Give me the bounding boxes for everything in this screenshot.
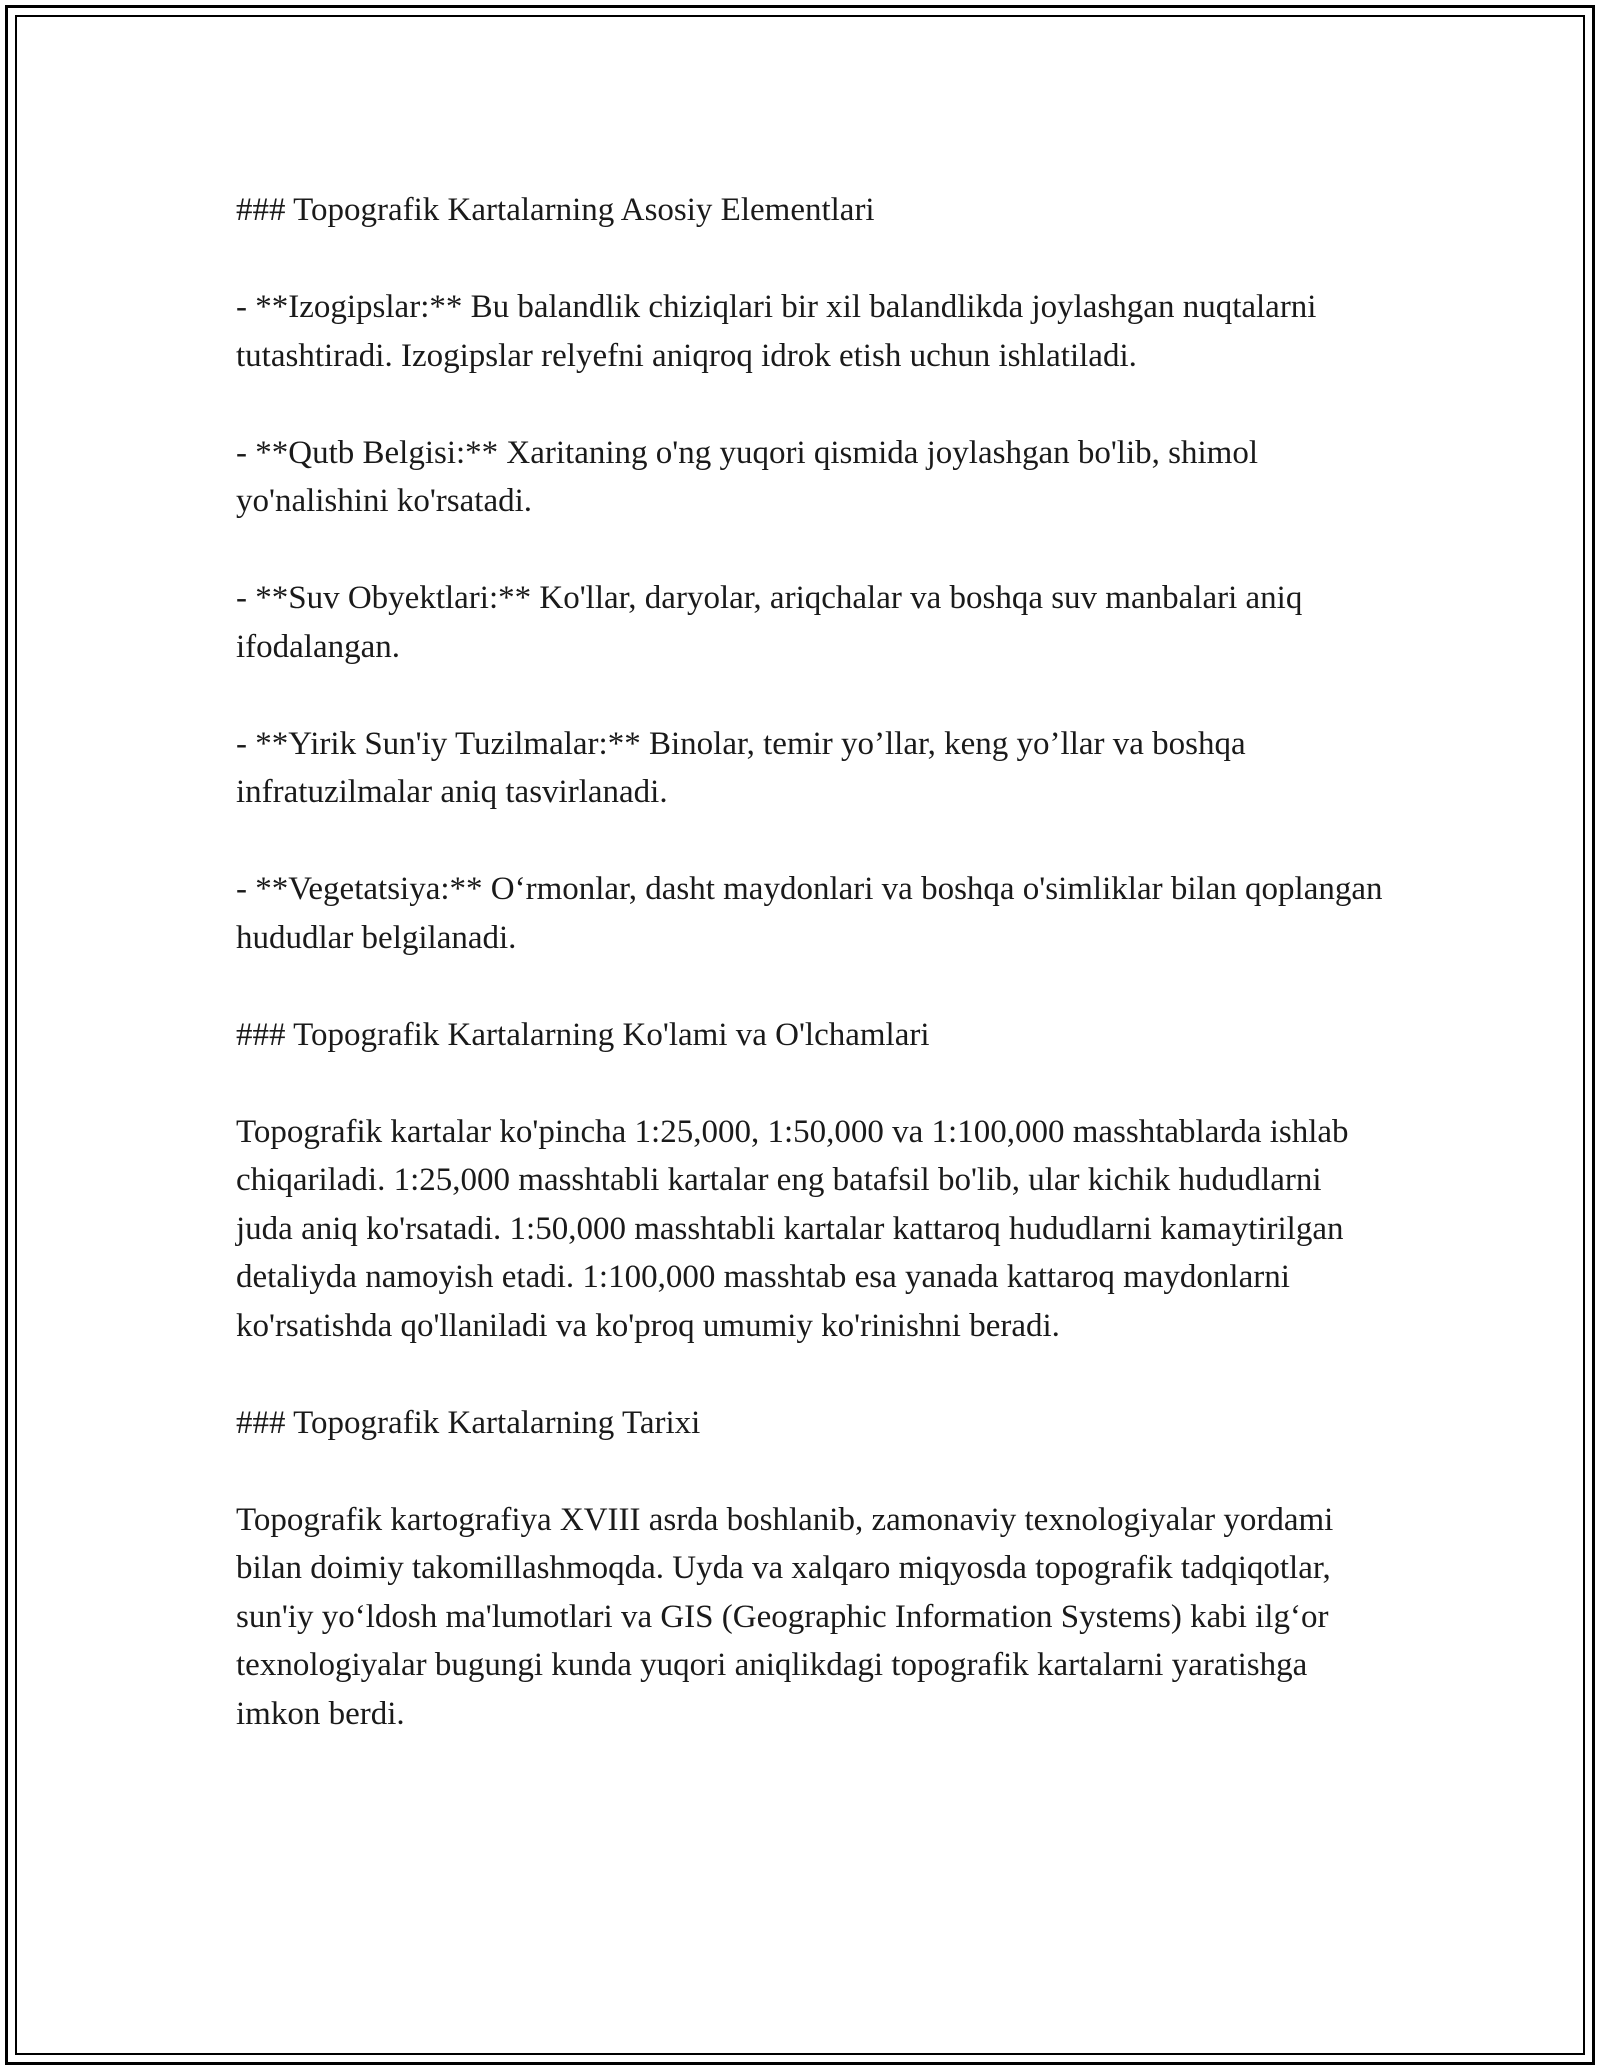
document-body bbox=[236, 186, 1386, 1738]
paragraph-masshtablar: Topografik kartalar ko'pincha 1:25,000, 1:50,000 va 1:100,000 masshtablarda ishlab chiqariladi. 1:25,000 masshtabli kartalar eng batafsil bo'lib, ular kichik hududlarni juda aniq ko'rsatadi. 1:50,000 masshtabli kartalar kattaroq hududlarni kamaytirilgan detaliyda namoyish etadi. 1:100,000 masshtab esa yanada kattaroq maydonlarni ko'rsatishda qo'llaniladi va ko'proq umumiy ko'rinishni beradi. bbox=[236, 1113, 1349, 1344]
heading-kolami-olchamlari: ### Topografik Kartalarning Ko'lami va O'lchamlari bbox=[236, 1016, 930, 1053]
list-item-suv-obyektlari: - **Suv Obyektlari:** Ko'llar, daryolar, ariqchalar va boshqa suv manbalari aniq ifodalangan. bbox=[236, 580, 1303, 665]
paragraph-tarix: Topografik kartografiya XVIII asrda boshlanib, zamonaviy texnologiyalar yordami bilan doimiy takomillashmoqda. Uyda va xalqaro miqyosda topografik tadqiqotlar, sun'iy yo‘ldosh ma'lumotlari va GIS (Geographic Information Systems) kabi ilg‘or texnologiyalar bugungi kunda yuqori aniqlikdagi topografik kartalarni yaratishga imkon berdi. bbox=[236, 1501, 1334, 1732]
list-item-izogipslar: - **Izogipslar:** Bu balandlik chiziqlari bir xil balandlikda joylashgan nuqtalarni tutashtiradi. Izogipslar relyefni aniqroq idrok etish uchun ishlatiladi. bbox=[236, 289, 1317, 374]
heading-asosiy-elementlar: ### Topografik Kartalarning Asosiy Elementlari bbox=[236, 192, 875, 228]
list-item-suniy-tuzilmalar: - **Yirik Sun'iy Tuzilmalar:** Binolar, temir yo’llar, keng yo’llar va boshqa infratuzilmalar aniq tasvirlanadi. bbox=[236, 725, 1246, 810]
heading-tarixi: ### Topografik Kartalarning Tarixi bbox=[236, 1404, 701, 1441]
list-item-vegetatsiya: - **Vegetatsiya:** O‘rmonlar, dasht maydonlari va boshqa o'simliklar bilan qoplangan hududlar belgilanadi. bbox=[236, 871, 1383, 956]
list-item-qutb-belgisi: - **Qutb Belgisi:** Xaritaning o'ng yuqori qismida joylashgan bo'lib, shimol yo'nalishini ko'rsatadi. bbox=[236, 434, 1258, 519]
